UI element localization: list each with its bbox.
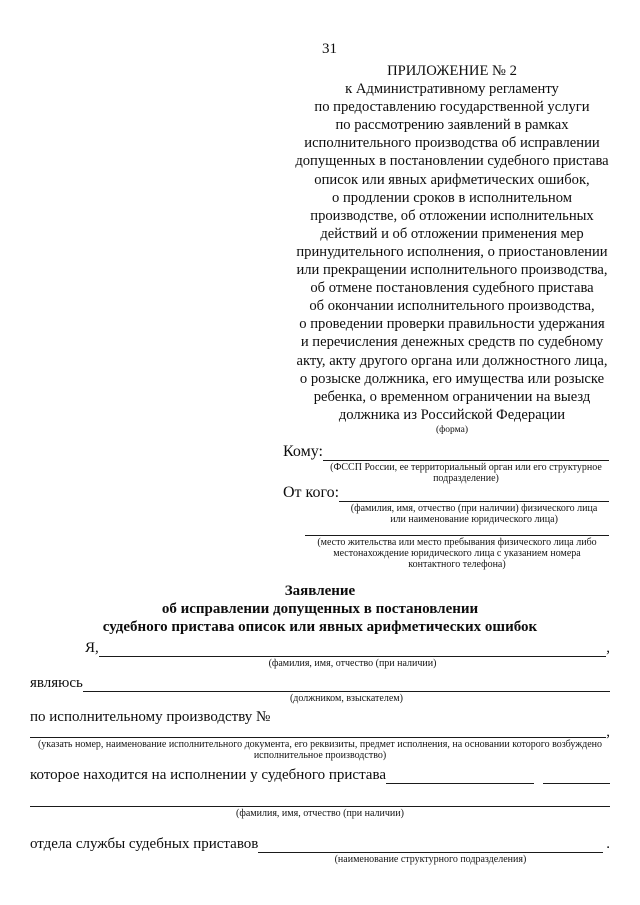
bailiff-label: которое находится на исполнении у судебного пристава (30, 766, 387, 783)
applicant-name-row (85, 640, 610, 669)
addressee-from-field (339, 484, 609, 525)
header-line: производстве, об отложении исполнительных (310, 207, 594, 224)
header-line: принудительного исполнения, о приостановлении (296, 243, 608, 260)
from-field-caption: (фамилия, имя, отчество (при наличии) физического лица или наименование юридического лица) (350, 503, 598, 525)
name-trailing-comma: , (606, 639, 610, 656)
blank-line (30, 786, 610, 807)
header-line: по рассмотрению заявлений в рамках (335, 117, 569, 134)
department-label: отдела службы судебных приставов (30, 835, 259, 852)
header-line: ребенка, о временном ограничении на выезд (313, 388, 591, 405)
blank-line (543, 767, 610, 784)
blank-line (305, 529, 609, 536)
name-field-caption: (фамилия, имя, отчество (при наличии) (268, 657, 437, 669)
blank-line (83, 675, 610, 692)
header-line: об окончании исполнительного производства, (309, 298, 595, 315)
applicant-name-field (99, 640, 606, 669)
blank-line (339, 484, 609, 502)
department-field (258, 836, 602, 865)
bailiff-field-caption: (фамилия, имя, отчество (при наличии) (236, 807, 404, 819)
application-title-line1: Заявление (284, 583, 356, 599)
blank-line (323, 443, 609, 461)
role-label: являюсь (30, 674, 83, 691)
address-field-caption: (место жительства или место пребывания физического лица либо местонахождение юридического лица с указанием номера контактного телефона) (317, 537, 597, 570)
blank-line (30, 733, 606, 738)
header-line: по предоставлению государственной услуги (314, 99, 590, 116)
to-field-caption: (ФССП России, ее территориальный орган или его структурное подразделение) (330, 462, 602, 484)
name-label: Я, (85, 639, 99, 656)
addressee-to-row (283, 443, 609, 484)
application-title-line3: судебного пристава описок или явных арифметических ошибок (102, 619, 538, 636)
header-line: о продлении сроков в исполнительном (332, 189, 572, 206)
case-field-caption: (указать номер, наименование исполнительного документа, его реквизиты, предмет исполнения, на основании которого возбуждено исполнительное производство) (37, 738, 603, 761)
blank-line (258, 836, 602, 853)
header-line: допущенных в постановлении судебного пристава (295, 153, 609, 170)
header-line: и перечисления денежных средств по судебному (300, 334, 604, 351)
case-number-label: по исполнительному производству № (30, 708, 271, 725)
header-line: действий и об отложении применения мер (320, 225, 584, 242)
role-field-caption: (должником, взыскателем) (289, 692, 403, 704)
header-line: об отмене постановления судебного пристава (310, 280, 594, 297)
appendix-header (266, 62, 638, 436)
department-trailing-period: . (602, 835, 610, 852)
application-title-line2: об исправлении допущенных в постановлении (161, 601, 479, 618)
case-trailing-comma: , (606, 723, 610, 740)
appendix-title: ПРИЛОЖЕНИЕ № 2 (387, 63, 517, 79)
to-label: Кому: (283, 443, 323, 460)
header-line: описок или явных арифметических ошибок, (314, 171, 590, 188)
department-field-caption: (наименование структурного подразделения) (334, 853, 527, 865)
header-line: или прекращении исполнительного производства, (296, 262, 608, 279)
page-number: 31 (322, 41, 337, 57)
bailiff-row (30, 767, 610, 784)
header-line: исполнительного производства об исправлении (304, 135, 600, 152)
addressee-address-field (305, 529, 609, 570)
addressee-from-row (283, 484, 609, 525)
header-line: акту, акту другого органа или должностного лица, (296, 352, 608, 369)
header-line: о розыске должника, его имущества или розыске (299, 370, 605, 387)
applicant-role-row (30, 675, 610, 704)
header-line: к Административному регламенту (345, 81, 559, 98)
blank-line (386, 767, 534, 784)
department-row (30, 836, 610, 865)
addressee-to-field (323, 443, 609, 484)
applicant-role-field (83, 675, 610, 704)
form-note: (форма) (435, 424, 468, 435)
case-number-field-row (30, 723, 610, 740)
from-label: От кого: (283, 484, 340, 501)
blank-line (99, 640, 606, 657)
application-section (30, 582, 610, 865)
addressee-address-row (305, 529, 609, 570)
bailiff-name-field-row (30, 786, 610, 807)
header-line: о проведении проверки правильности удержания (299, 316, 605, 333)
addressee-section (283, 443, 609, 570)
header-line: должника из Российской Федерации (338, 406, 566, 423)
